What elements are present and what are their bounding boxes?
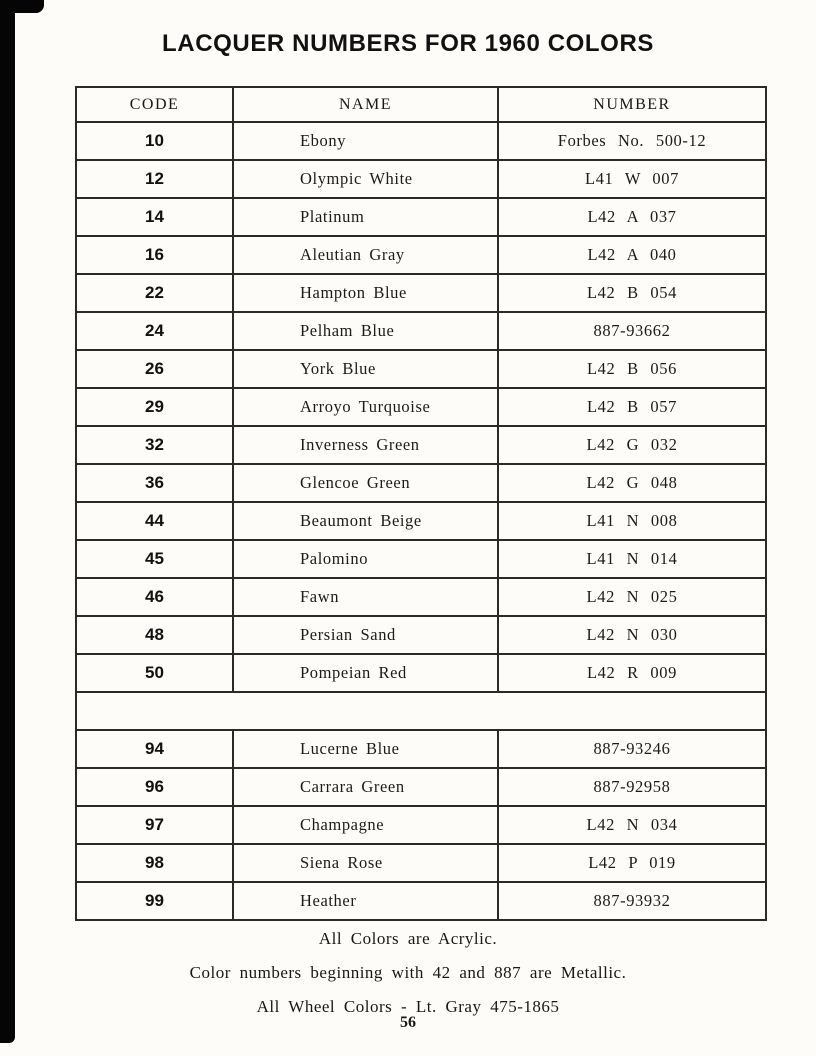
footnote-wheel: All Wheel Colors - Lt. Gray 475-1865 (256, 997, 560, 1016)
name-cell: Beaumont Beige (233, 502, 498, 540)
footnotes (0, 922, 816, 1024)
number-cell: 887-93662 (498, 312, 766, 350)
code-cell: 96 (76, 768, 233, 806)
name-cell: Fawn (233, 578, 498, 616)
table-header-row (76, 87, 766, 122)
code-cell: 29 (76, 388, 233, 426)
table-row (76, 616, 766, 654)
name-cell: Glencoe Green (233, 464, 498, 502)
number-cell: L42 G 048 (498, 464, 766, 502)
table-row (76, 198, 766, 236)
table-row (76, 502, 766, 540)
table-row (76, 654, 766, 692)
name-cell: Lucerne Blue (233, 730, 498, 768)
number-cell: L42 N 025 (498, 578, 766, 616)
table-row (76, 426, 766, 464)
table-spacer-row (76, 692, 766, 730)
table-row (76, 578, 766, 616)
name-cell: Pelham Blue (233, 312, 498, 350)
number-cell: L42 N 030 (498, 616, 766, 654)
number-cell: L42 B 057 (498, 388, 766, 426)
code-cell: 32 (76, 426, 233, 464)
code-cell: 50 (76, 654, 233, 692)
footnote-acrylic: All Colors are Acrylic. (318, 929, 498, 948)
table-row (76, 236, 766, 274)
page-title: LACQUER NUMBERS FOR 1960 COLORS (162, 30, 654, 57)
code-cell: 98 (76, 844, 233, 882)
code-cell: 46 (76, 578, 233, 616)
code-cell: 24 (76, 312, 233, 350)
table-header (76, 87, 766, 122)
code-cell: 12 (76, 160, 233, 198)
spacer-cell (76, 692, 766, 730)
number-cell: L42 B 054 (498, 274, 766, 312)
header-name: NAME (233, 87, 498, 122)
lacquer-numbers-table (75, 86, 767, 921)
table-body (76, 122, 766, 920)
code-cell: 48 (76, 616, 233, 654)
code-cell: 26 (76, 350, 233, 388)
name-cell: Olympic White (233, 160, 498, 198)
name-cell: Heather (233, 882, 498, 920)
header-code: CODE (76, 87, 233, 122)
table-row (76, 882, 766, 920)
number-cell: L41 N 008 (498, 502, 766, 540)
code-cell: 22 (76, 274, 233, 312)
table-row (76, 160, 766, 198)
number-cell: 887-93246 (498, 730, 766, 768)
table-row (76, 768, 766, 806)
number-cell: L42 A 040 (498, 236, 766, 274)
code-cell: 36 (76, 464, 233, 502)
code-cell: 10 (76, 122, 233, 160)
name-cell: Champagne (233, 806, 498, 844)
table-row (76, 312, 766, 350)
name-cell: Ebony (233, 122, 498, 160)
code-cell: 99 (76, 882, 233, 920)
name-cell: Inverness Green (233, 426, 498, 464)
name-cell: Arroyo Turquoise (233, 388, 498, 426)
table-row (76, 122, 766, 160)
number-cell: L42 B 056 (498, 350, 766, 388)
table-row (76, 540, 766, 578)
name-cell: Aleutian Gray (233, 236, 498, 274)
number-cell: L42 G 032 (498, 426, 766, 464)
scan-edge-bar (0, 0, 15, 1043)
page-number: 56 (400, 1014, 416, 1031)
table-row (76, 844, 766, 882)
number-cell: L42 A 037 (498, 198, 766, 236)
name-cell: Platinum (233, 198, 498, 236)
code-cell: 97 (76, 806, 233, 844)
number-cell: L42 R 009 (498, 654, 766, 692)
code-cell: 45 (76, 540, 233, 578)
number-cell: L42 N 034 (498, 806, 766, 844)
code-cell: 94 (76, 730, 233, 768)
table-row (76, 806, 766, 844)
name-cell: Hampton Blue (233, 274, 498, 312)
name-cell: Palomino (233, 540, 498, 578)
number-cell: L42 P 019 (498, 844, 766, 882)
scan-corner-mark (0, 0, 44, 13)
number-cell: L41 W 007 (498, 160, 766, 198)
name-cell: Pompeian Red (233, 654, 498, 692)
code-cell: 16 (76, 236, 233, 274)
code-cell: 44 (76, 502, 233, 540)
number-cell: 887-92958 (498, 768, 766, 806)
table-row (76, 464, 766, 502)
name-cell: Persian Sand (233, 616, 498, 654)
header-number: NUMBER (498, 87, 766, 122)
number-cell: L41 N 014 (498, 540, 766, 578)
table-row (76, 274, 766, 312)
table-row (76, 730, 766, 768)
number-cell: Forbes No. 500-12 (498, 122, 766, 160)
code-cell: 14 (76, 198, 233, 236)
name-cell: York Blue (233, 350, 498, 388)
number-cell: 887-93932 (498, 882, 766, 920)
name-cell: Carrara Green (233, 768, 498, 806)
name-cell: Siena Rose (233, 844, 498, 882)
table-row (76, 350, 766, 388)
table-row (76, 388, 766, 426)
footnote-metallic: Color numbers beginning with 42 and 887 are Metallic. (189, 963, 627, 982)
